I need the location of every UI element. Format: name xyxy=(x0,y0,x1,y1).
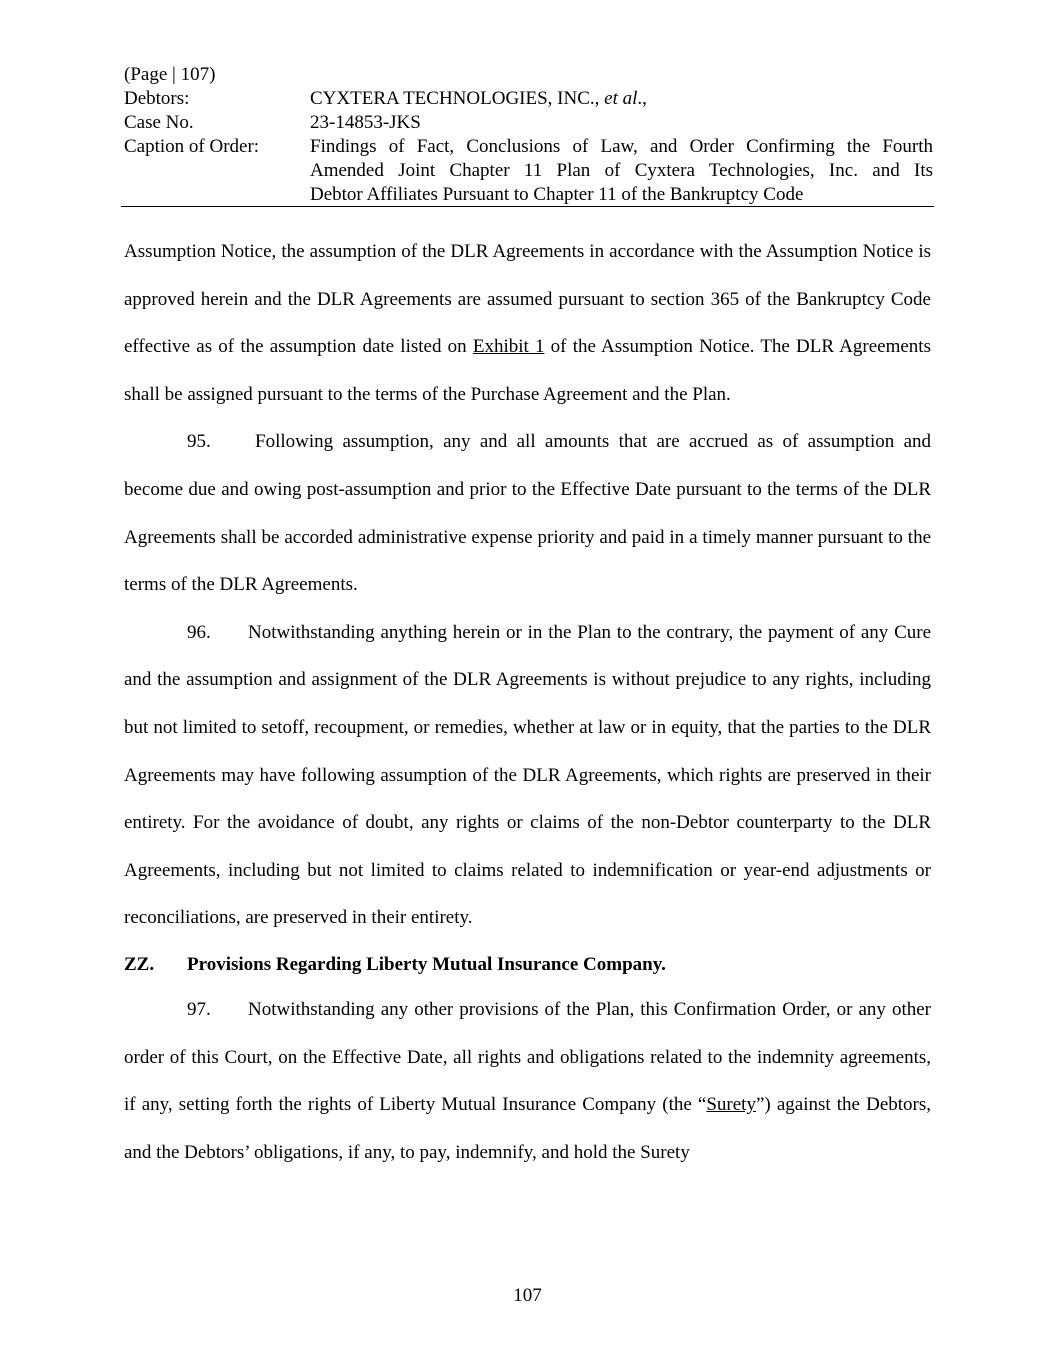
surety-defined-term: Surety xyxy=(706,1094,756,1116)
case-label: Case No. xyxy=(124,112,194,133)
header-debtors-row xyxy=(124,87,933,111)
header-case-row xyxy=(124,111,933,135)
paragraph-95 xyxy=(124,418,931,608)
paragraph-text: Assumption Notice, the assumption of the DLR Agreements in accordance with the Assumption Notice is approved herein and the DLR Agreements are assumed pursuant to section 365 of the Bankruptcy Code effective as of the assumption date listed on xyxy=(124,241,931,358)
paragraph-97 xyxy=(124,986,931,1176)
paragraph-number: 95. xyxy=(187,431,211,453)
paragraph-text: of the Assumption Notice. The DLR Agreements shall be assigned pursuant to the terms of the Purchase Agreement and the Plan. xyxy=(124,336,931,405)
paragraph-text: ”) against the Debtors, and the Debtors’ obligations, if any, to pay, indemnify, and hold the Surety xyxy=(124,1094,932,1163)
exhibit-1-reference: Exhibit 1 xyxy=(472,336,545,358)
paragraph-continued xyxy=(124,228,931,418)
caption-value xyxy=(310,135,933,207)
document-body xyxy=(124,228,931,1176)
section-title: Provisions Regarding Liberty Mutual Insurance Company. xyxy=(187,953,666,975)
section-number: ZZ. xyxy=(124,953,155,975)
paragraph-text: Following assumption, any and all amounts that are accrued as of assumption and become due and owing post-assumption and prior to the Effective Date pursuant to the terms of the DLR Agreements shall be accorded administrative expense priority and paid in a timely manner pursuant to the terms of the DLR Agreements. xyxy=(124,431,931,596)
paragraph-text: Notwithstanding any other provisions of the Plan, this Confirmation Order, or any other order of this Court, on the Effective Date, all rights and obligations related to the indemnity agreements, if any, setting forth the rights of Liberty Mutual Insurance Company (the “ xyxy=(124,998,931,1116)
paragraph-number: 97. xyxy=(187,998,211,1020)
caption-line: Amended Joint Chapter 11 Plan of Cyxtera Technologies, Inc. and Its xyxy=(310,160,933,181)
debtors-label: Debtors: xyxy=(124,88,190,109)
page-label: (Page | 107) xyxy=(124,64,216,85)
header-divider xyxy=(121,206,934,207)
paragraph-96 xyxy=(124,609,931,942)
section-heading-zz xyxy=(124,942,931,986)
debtors-etal: et al xyxy=(604,88,638,109)
caption-line: Debtor Affiliates Pursuant to Chapter 11 of the Bankruptcy Code xyxy=(310,184,804,205)
paragraph-number: 96. xyxy=(187,621,211,643)
debtors-name: CYXTERA TECHNOLOGIES, INC., xyxy=(310,88,600,109)
caption-line: Findings of Fact, Conclusions of Law, and Order Confirming the Fourth xyxy=(310,136,933,157)
debtors-trail: ., xyxy=(637,88,647,109)
page-header xyxy=(124,63,933,207)
caption-label: Caption of Order: xyxy=(124,136,260,157)
case-value: 23-14853-JKS xyxy=(310,112,421,133)
page-number: 107 xyxy=(513,1285,542,1306)
debtors-value xyxy=(310,87,933,111)
paragraph-text: Notwithstanding anything herein or in the Plan to the contrary, the payment of any Cure and the assumption and assignment of the DLR Agreements is without prejudice to any rights, including but not limited to setoff, recoupment, or remedies, whether at law or in equity, that the parties to the DLR Agreements may have following assumption of the DLR Agreements, which rights are preserved in their entirety. For the avoidance of doubt, any rights or claims of the non-Debtor counterparty to the DLR Agreements, including but not limited to claims related to indemnification or year-end adjustments or reconciliations, are preserved in their entirety. xyxy=(124,621,931,929)
header-caption-row xyxy=(124,135,933,207)
header-page-row xyxy=(124,63,933,87)
